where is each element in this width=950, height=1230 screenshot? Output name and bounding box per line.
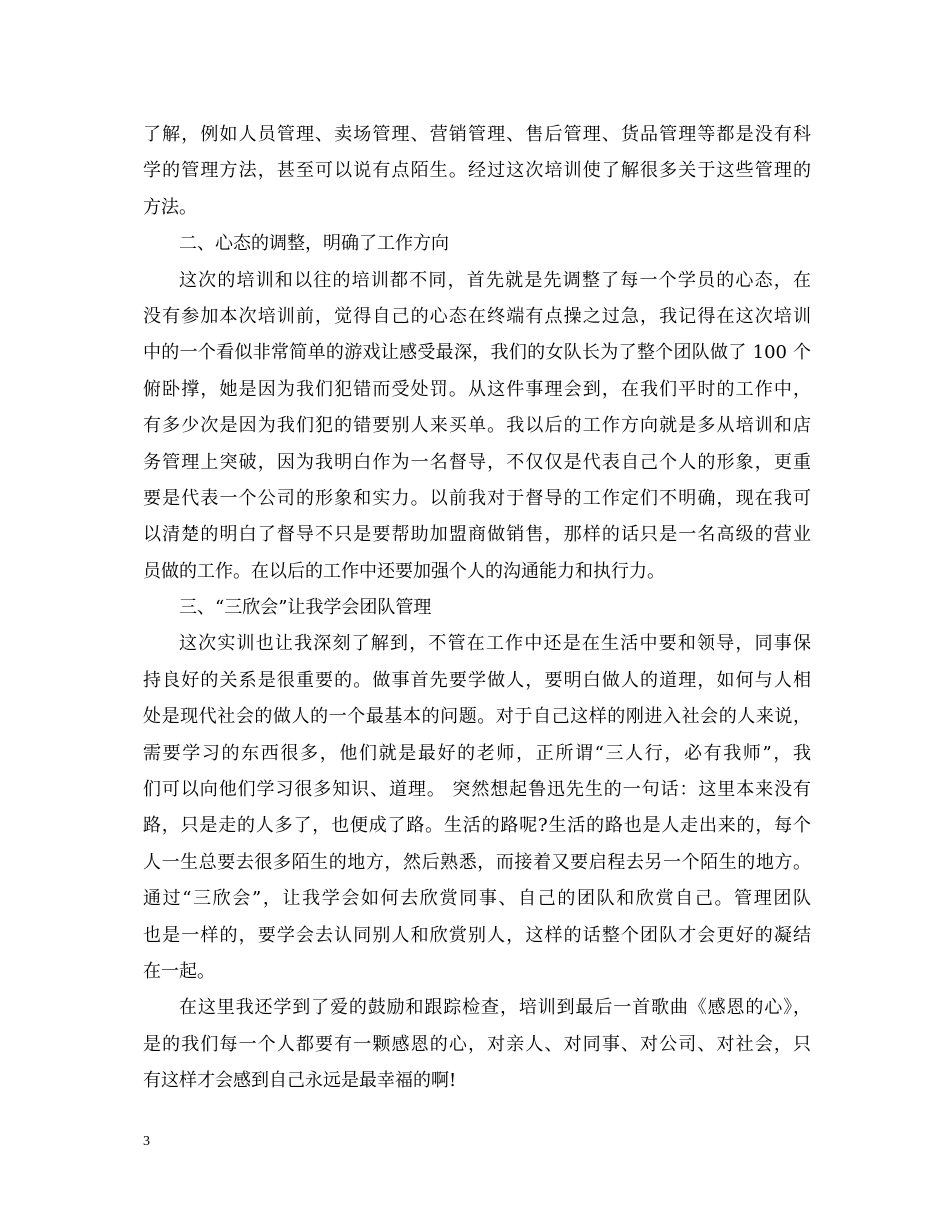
- section-heading-2: 二、心态的调整，明确了工作方向: [179, 233, 449, 255]
- text-line-15: 这次实训也让我深刻了解到，不管在工作中还是在生活中要和领导，同事保: [179, 633, 811, 655]
- section-heading-3: 三、“三欣会”让我学会团队管理: [179, 597, 432, 619]
- text-line-25: 在这里我还学到了爱的鼓励和跟踪检查，培训到最后一首歌曲《感恩的心》，: [179, 997, 811, 1019]
- page-number: 3: [143, 1134, 150, 1149]
- text-line-8: 俯卧撑，她是因为我们犯错而受处罚。从这件事理会到，在我们平时的工作中，: [143, 378, 811, 400]
- text-line-19: 们可以向他们学习很多知识、道理。 突然想起鲁迅先生的一句话：这里本来没有: [143, 779, 811, 801]
- text-line-11: 要是代表一个公司的形象和实力。以前我对于督导的工作定们不明确，现在我可: [143, 487, 811, 509]
- text-line-20: 路，只是走的人多了，也便成了路。生活的路呢?生活的路也是人走出来的，每个: [143, 815, 811, 837]
- text-line-21: 人一生总要去很多陌生的地方，然后熟悉，而接着又要启程去另一个陌生的地方。: [143, 851, 811, 873]
- text-line-7: 中的一个看似非常简单的游戏让感受最深，我们的女队长为了整个团队做了 100 个: [143, 342, 811, 364]
- text-line-23: 也是一样的，要学会去认同别人和欣赏别人，这样的话整个团队才会更好的凝结: [143, 924, 811, 946]
- text-line-10: 务管理上突破，因为我明白作为一名督导，不仅仅是代表自己个人的形象，更重: [143, 451, 811, 473]
- text-line-16: 持良好的关系是很重要的。做事首先要学做人，要明白做人的道理，如何与人相: [143, 669, 811, 691]
- text-line-9: 有多少次是因为我们犯的错要别人来买单。我以后的工作方向就是多从培训和店: [143, 415, 811, 437]
- text-line-3: 方法。: [143, 196, 197, 218]
- text-line-12: 以清楚的明白了督导不只是要帮助加盟商做销售，那样的话只是一名高级的营业: [143, 524, 811, 546]
- text-line-24: 在一起。: [143, 960, 215, 982]
- text-line-27: 有这样才会感到自己永远是最幸福的啊!: [143, 1070, 457, 1092]
- text-line-1: 了解，例如人员管理、卖场管理、营销管理、售后管理、货品管理等都是没有科: [143, 124, 811, 145]
- text-line-2: 学的管理方法，甚至可以说有点陌生。经过这次培训使了解很多关于这些管理的: [143, 160, 811, 182]
- document-body: [143, 117, 811, 1100]
- text-line-18: 需要学习的东西很多，他们就是最好的老师，正所谓“三人行，必有我师”，我: [143, 742, 811, 764]
- text-line-17: 处是现代社会的做人的一个最基本的问题。对于自己这样的刚进入社会的人来说，: [143, 706, 811, 728]
- text-line-13: 员做的工作。在以后的工作中还要加强个人的沟通能力和执行力。: [143, 560, 665, 582]
- text-line-22: 通过“三欣会”，让我学会如何去欣赏同事、自己的团队和欣赏自己。管理团队: [143, 888, 811, 910]
- text-line-6: 没有参加本次培训前，觉得自己的心态在终端有点操之过急，我记得在这次培训: [143, 305, 811, 327]
- text-line-5: 这次的培训和以往的培训都不同，首先就是先调整了每一个学员的心态，在: [179, 269, 811, 291]
- text-line-26: 是的我们每一个人都要有一颗感恩的心，对亲人、对同事、对公司、对社会，只: [143, 1033, 811, 1055]
